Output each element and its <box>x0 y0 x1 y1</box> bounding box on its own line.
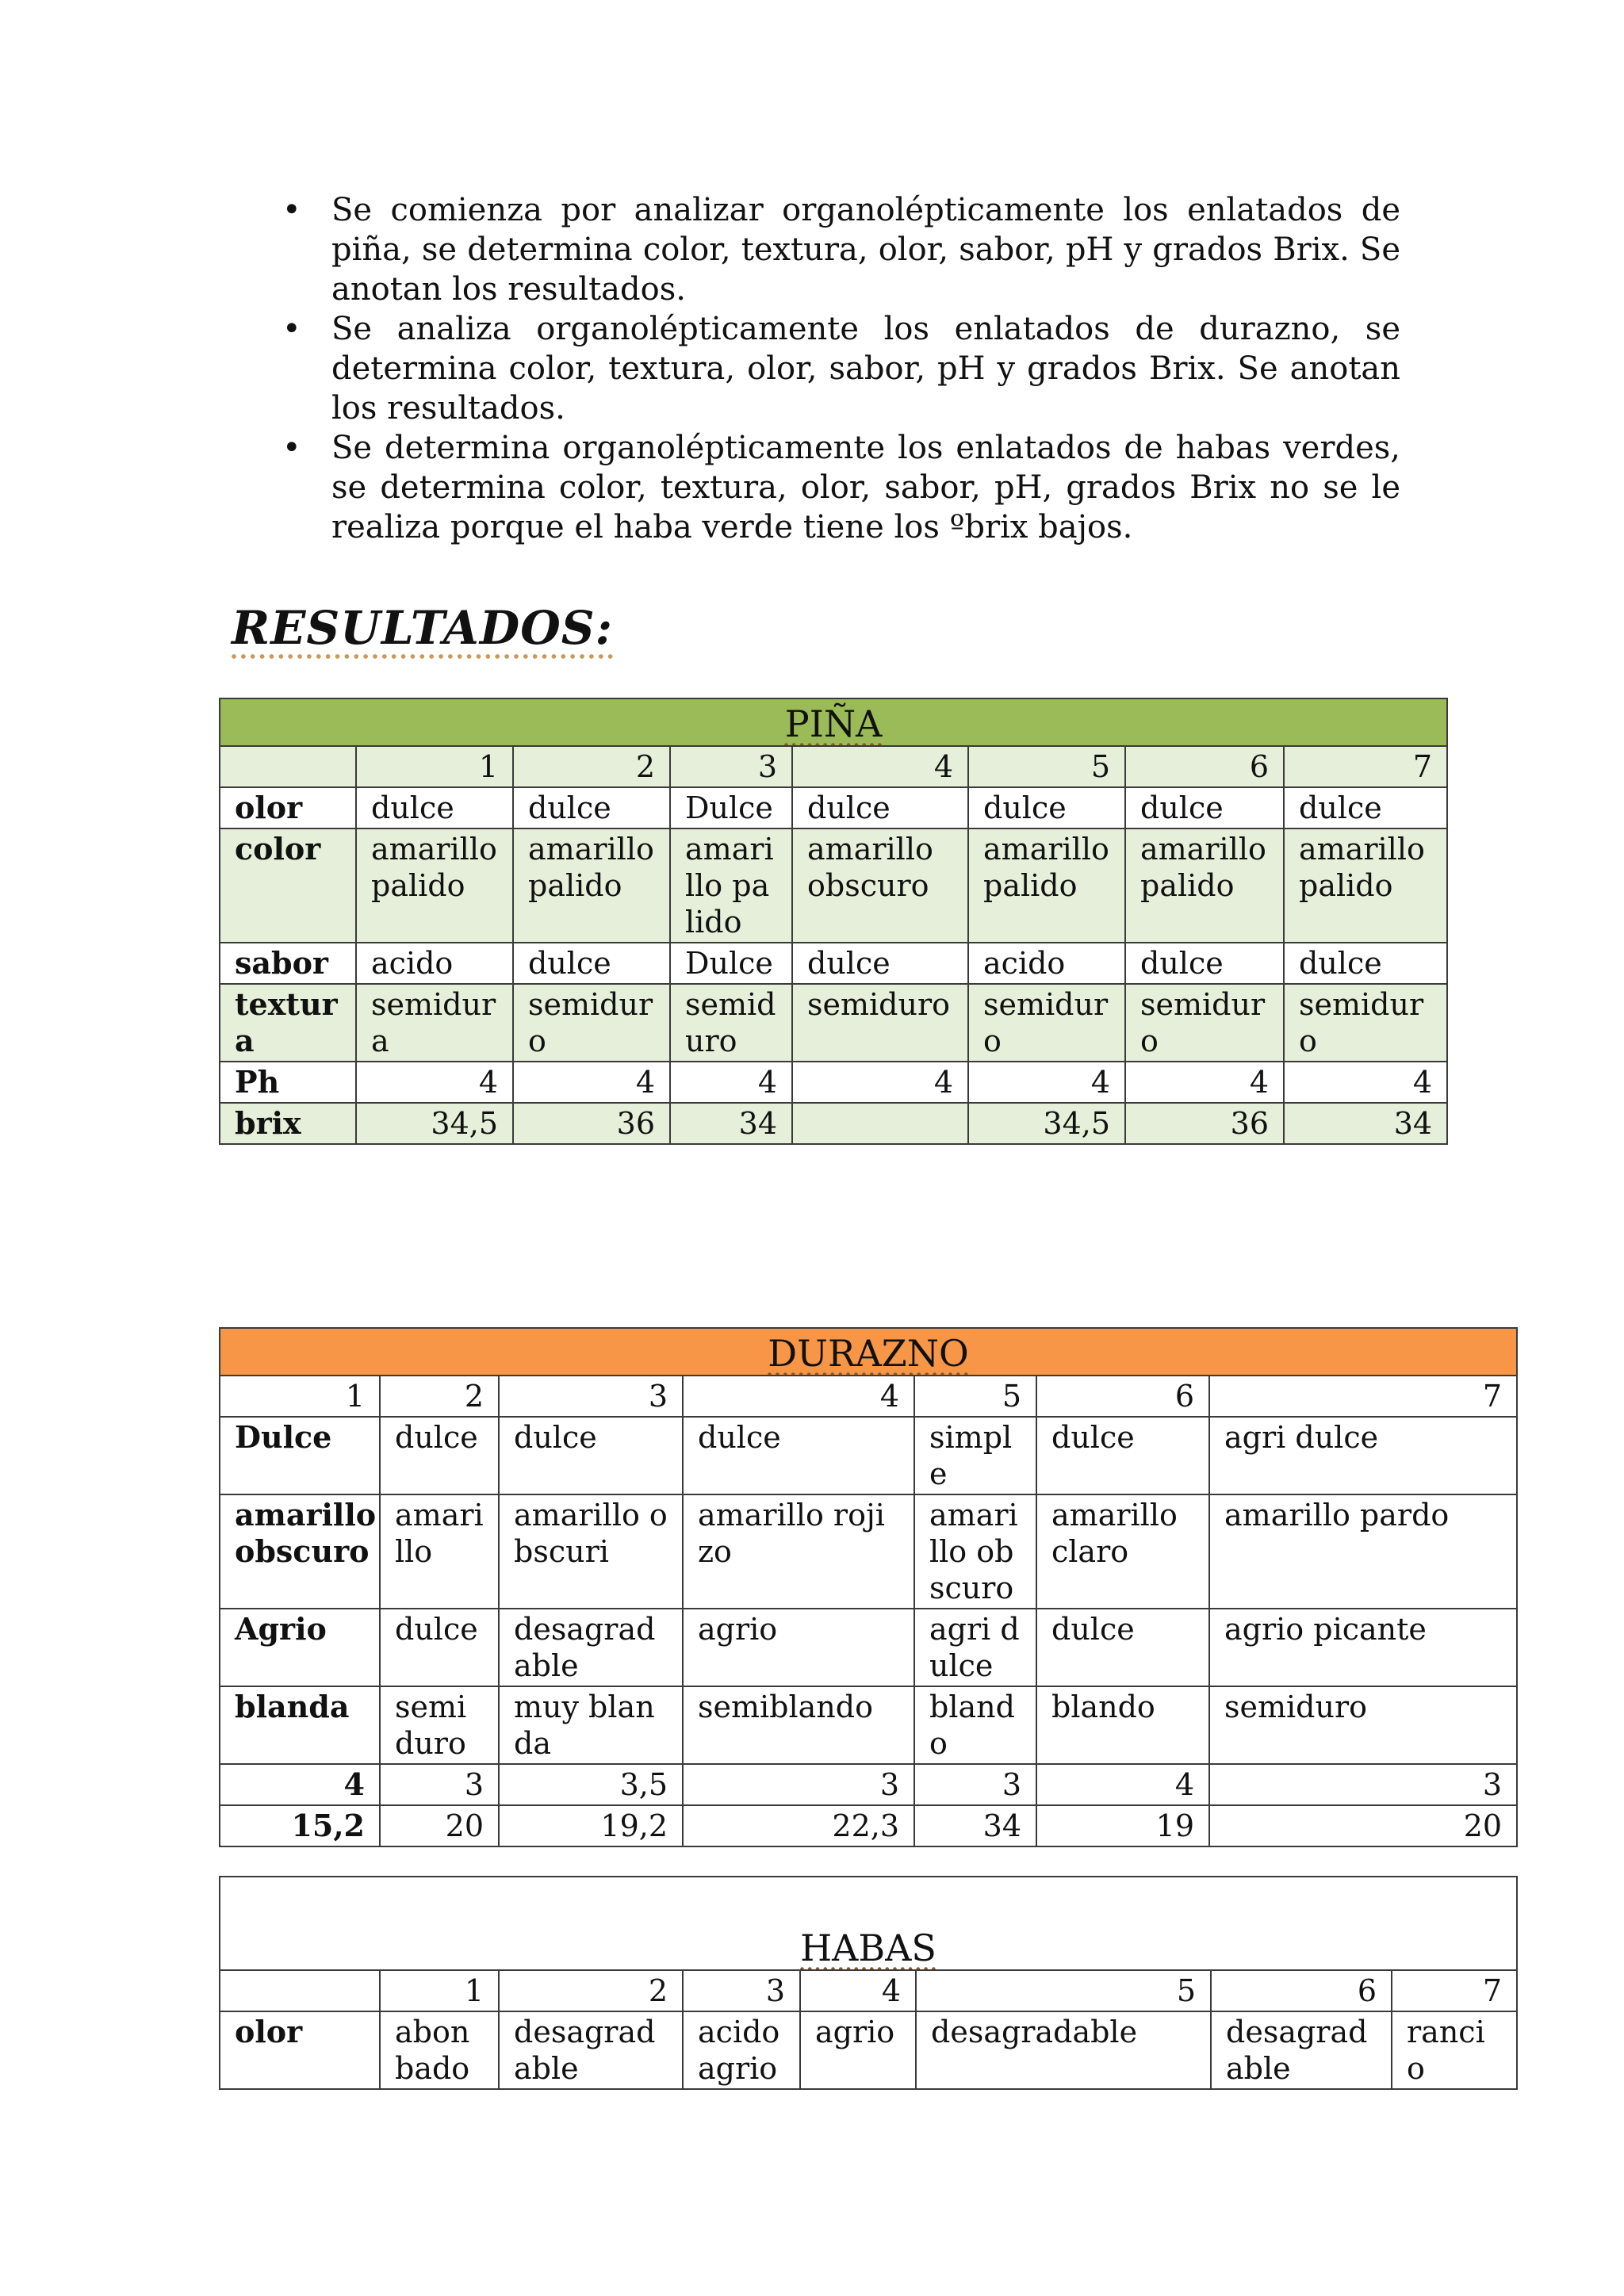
pina-cell: dulce <box>792 943 968 984</box>
pina-cell: Dulce <box>670 943 792 984</box>
durazno-table <box>219 1327 1518 1847</box>
pina-cell: semiduro <box>1284 984 1447 1062</box>
habas-header-row <box>220 1970 1517 2011</box>
durazno-cell: 3 <box>683 1764 914 1805</box>
pina-cell: semiduro <box>1125 984 1284 1062</box>
durazno-cell: agrio <box>683 1609 914 1686</box>
pina-cell: dulce <box>1125 787 1284 828</box>
durazno-row <box>220 1609 1517 1686</box>
habas-row-olor <box>220 2011 1517 2089</box>
results-heading: RESULTADOS: <box>232 601 614 655</box>
pina-cell: amarillo palido <box>968 828 1125 943</box>
pina-row-olor <box>220 787 1447 828</box>
pina-row-label: sabor <box>220 943 356 984</box>
habas-row-label: olor <box>220 2011 380 2089</box>
habas-cell: agrio <box>800 2011 916 2089</box>
durazno-row <box>220 1494 1517 1609</box>
pina-col-header: 4 <box>792 746 968 787</box>
pina-cell: amarillo obscuro <box>792 828 968 943</box>
durazno-cell: blando <box>914 1686 1036 1764</box>
durazno-cell: simple <box>914 1417 1036 1494</box>
pina-cell: amarillo palido <box>513 828 670 943</box>
pina-cell: 4 <box>513 1062 670 1103</box>
pina-cell: amarillo palido <box>670 828 792 943</box>
durazno-row-label: Dulce <box>220 1417 380 1494</box>
durazno-cell: 20 <box>380 1805 499 1846</box>
habas-cell: desagradable <box>916 2011 1211 2089</box>
habas-col-header: 7 <box>1392 1970 1517 2011</box>
pina-row-label: Ph <box>220 1062 356 1103</box>
durazno-row-label: 4 <box>220 1764 380 1805</box>
pina-cell: acido <box>356 943 513 984</box>
durazno-cell: 4 <box>1036 1764 1209 1805</box>
pina-title-row <box>220 698 1447 746</box>
pina-col-header: 7 <box>1284 746 1447 787</box>
pina-col-header: 1 <box>356 746 513 787</box>
pina-cell: semiduro <box>513 984 670 1062</box>
pina-row-sabor <box>220 943 1447 984</box>
pina-cell: 4 <box>792 1062 968 1103</box>
durazno-cell: agrio picante <box>1209 1609 1517 1686</box>
pina-row-textura <box>220 984 1447 1062</box>
durazno-cell: agri dulce <box>914 1609 1036 1686</box>
procedure-list <box>276 190 1400 547</box>
durazno-cell: 3,5 <box>499 1764 683 1805</box>
pina-cell: dulce <box>1284 787 1447 828</box>
durazno-cell: 20 <box>1209 1805 1517 1846</box>
durazno-cell: amarillo obscuri <box>499 1494 683 1609</box>
pina-row-label: brix <box>220 1103 356 1144</box>
procedure-step: • Se determina organolépticamente los enlatados de habas verdes, se determina color, textura, olor, sabor, pH, grados Brix no se le realiza porque el haba verde tiene los ºbrix bajos. <box>276 428 1400 547</box>
habas-col-header: 1 <box>380 1970 499 2011</box>
habas-cell: acido agrio <box>683 2011 800 2089</box>
durazno-cell: dulce <box>380 1609 499 1686</box>
pina-row-label: olor <box>220 787 356 828</box>
durazno-title: DURAZNO <box>220 1328 1517 1376</box>
pina-cell: amarillo palido <box>356 828 513 943</box>
pina-cell: 34,5 <box>968 1103 1125 1144</box>
pina-cell: 34 <box>1284 1103 1447 1144</box>
habas-corner-cell <box>220 1970 380 2011</box>
durazno-cell: semiduro <box>380 1686 499 1764</box>
pina-cell: 4 <box>356 1062 513 1103</box>
pina-cell: 36 <box>513 1103 670 1144</box>
durazno-cell: amarillo pardo <box>1209 1494 1517 1609</box>
durazno-cell: dulce <box>1036 1609 1209 1686</box>
pina-row-label: textura <box>220 984 356 1062</box>
pina-cell: dulce <box>1284 943 1447 984</box>
pina-row-brix <box>220 1103 1447 1144</box>
pina-cell: dulce <box>356 787 513 828</box>
durazno-cell: 22,3 <box>683 1805 914 1846</box>
durazno-cell: amarillo rojizo <box>683 1494 914 1609</box>
pina-table <box>219 698 1448 1145</box>
pina-cell: dulce <box>513 787 670 828</box>
pina-cell: semiduro <box>670 984 792 1062</box>
durazno-cell: amarillo obscuro <box>914 1494 1036 1609</box>
pina-row-ph <box>220 1062 1447 1103</box>
pina-cell: acido <box>968 943 1125 984</box>
pina-col-header: 3 <box>670 746 792 787</box>
durazno-col-header: 2 <box>380 1376 499 1417</box>
durazno-row-label: Agrio <box>220 1609 380 1686</box>
habas-col-header: 2 <box>499 1970 683 2011</box>
durazno-col-header: 6 <box>1036 1376 1209 1417</box>
pina-cell: semiduro <box>968 984 1125 1062</box>
durazno-row-label: amarillo obscuro <box>220 1494 380 1609</box>
habas-title: HABAS <box>220 1877 1517 1970</box>
habas-col-header: 5 <box>916 1970 1211 2011</box>
durazno-row <box>220 1805 1517 1846</box>
durazno-col-header: 1 <box>220 1376 380 1417</box>
pina-cell: semidura <box>356 984 513 1062</box>
pina-cell: 4 <box>670 1062 792 1103</box>
durazno-cell: 19 <box>1036 1805 1209 1846</box>
pina-cell: amarillo palido <box>1284 828 1447 943</box>
durazno-cell: 3 <box>1209 1764 1517 1805</box>
durazno-col-header: 5 <box>914 1376 1036 1417</box>
pina-corner-cell <box>220 746 356 787</box>
durazno-col-header: 4 <box>683 1376 914 1417</box>
durazno-cell: agri dulce <box>1209 1417 1517 1494</box>
pina-cell: dulce <box>792 787 968 828</box>
durazno-header-row <box>220 1376 1517 1417</box>
durazno-cell: 19,2 <box>499 1805 683 1846</box>
procedure-step: • Se analiza organolépticamente los enlatados de durazno, se determina color, textura, olor, sabor, pH y grados Brix. Se anotan los resultados. <box>276 309 1400 428</box>
pina-title: PIÑA <box>220 698 1447 746</box>
durazno-title-row <box>220 1328 1517 1376</box>
durazno-cell: 3 <box>380 1764 499 1805</box>
durazno-row <box>220 1686 1517 1764</box>
durazno-cell: dulce <box>380 1417 499 1494</box>
durazno-cell: semiblando <box>683 1686 914 1764</box>
pina-cell: 4 <box>1125 1062 1284 1103</box>
durazno-col-header: 7 <box>1209 1376 1517 1417</box>
durazno-row-label: 15,2 <box>220 1805 380 1846</box>
pina-cell: Dulce <box>670 787 792 828</box>
pina-cell: dulce <box>968 787 1125 828</box>
durazno-cell: blando <box>1036 1686 1209 1764</box>
durazno-cell: amarillo <box>380 1494 499 1609</box>
procedure-step: • Se comienza por analizar organolépticamente los enlatados de piña, se determina color, textura, olor, sabor, pH y grados Brix. Se anotan los resultados. <box>276 190 1400 309</box>
durazno-cell: 3 <box>914 1764 1036 1805</box>
habas-cell: rancio <box>1392 2011 1517 2089</box>
habas-cell: abonbado <box>380 2011 499 2089</box>
pina-header-row <box>220 746 1447 787</box>
habas-cell: desagradable <box>1211 2011 1392 2089</box>
habas-col-header: 6 <box>1211 1970 1392 2011</box>
pina-cell: 4 <box>968 1062 1125 1103</box>
pina-cell: 34 <box>670 1103 792 1144</box>
pina-row-label: color <box>220 828 356 943</box>
durazno-cell: dulce <box>499 1417 683 1494</box>
pina-row-color <box>220 828 1447 943</box>
pina-cell: dulce <box>513 943 670 984</box>
durazno-cell: amarillo claro <box>1036 1494 1209 1609</box>
pina-cell: 36 <box>1125 1103 1284 1144</box>
pina-cell: semiduro <box>792 984 968 1062</box>
pina-cell: 4 <box>1284 1062 1447 1103</box>
pina-cell: dulce <box>1125 943 1284 984</box>
habas-title-row <box>220 1877 1517 1970</box>
pina-cell <box>792 1103 968 1144</box>
durazno-col-header: 3 <box>499 1376 683 1417</box>
durazno-cell: muy blanda <box>499 1686 683 1764</box>
durazno-cell: 34 <box>914 1805 1036 1846</box>
habas-col-header: 4 <box>800 1970 916 2011</box>
pina-cell: 34,5 <box>356 1103 513 1144</box>
habas-table <box>219 1876 1518 2090</box>
durazno-row-label: blanda <box>220 1686 380 1764</box>
pina-col-header: 2 <box>513 746 670 787</box>
durazno-row <box>220 1764 1517 1805</box>
pina-col-header: 6 <box>1125 746 1284 787</box>
durazno-row <box>220 1417 1517 1494</box>
pina-col-header: 5 <box>968 746 1125 787</box>
durazno-cell: semiduro <box>1209 1686 1517 1764</box>
pina-cell: amarillo palido <box>1125 828 1284 943</box>
durazno-cell: dulce <box>1036 1417 1209 1494</box>
habas-col-header: 3 <box>683 1970 800 2011</box>
durazno-cell: dulce <box>683 1417 914 1494</box>
habas-cell: desagradable <box>499 2011 683 2089</box>
durazno-cell: desagradable <box>499 1609 683 1686</box>
